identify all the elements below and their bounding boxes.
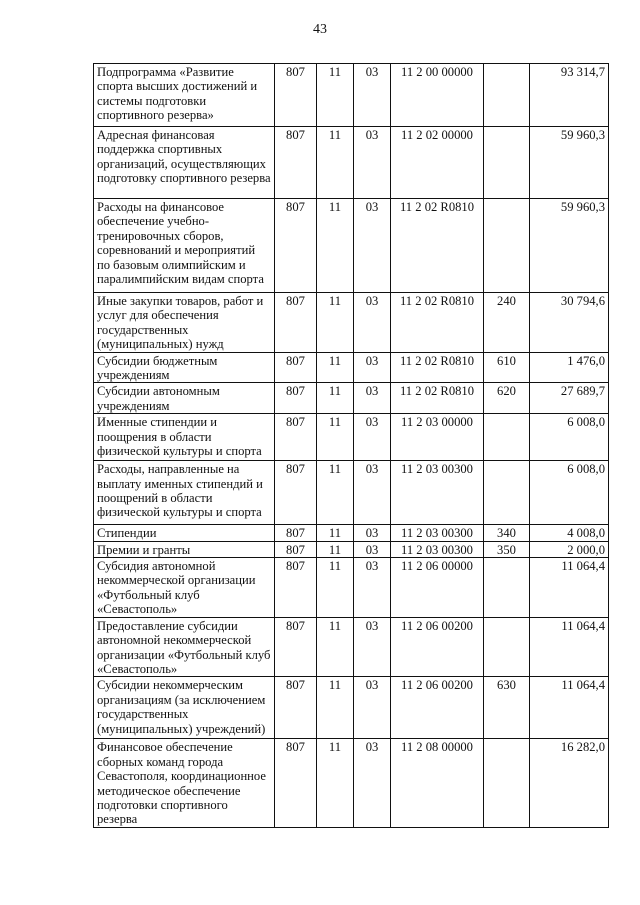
target-article-cell: 11 2 02 R0810	[391, 352, 484, 383]
subsection-code-cell: 03	[354, 677, 391, 739]
amount-cell: 30 794,6	[530, 293, 609, 353]
table-row	[94, 541, 609, 557]
expense-type-cell	[484, 558, 530, 618]
expense-type-cell	[484, 414, 530, 461]
target-article-cell: 11 2 03 00000	[391, 414, 484, 461]
amount-cell: 6 008,0	[530, 461, 609, 525]
table-row	[94, 617, 609, 677]
subsection-code-cell: 03	[354, 199, 391, 293]
row-name-cell: Субсидии бюджетным учреждениям	[94, 352, 275, 383]
amount-cell: 11 064,4	[530, 558, 609, 618]
table-row	[94, 739, 609, 828]
section-code-cell: 11	[317, 558, 354, 618]
row-name-cell: Иные закупки товаров, работ и услуг для обеспечения государственных (муниципальных) нужд	[94, 293, 275, 353]
row-name-cell: Субсидии автономным учреждениям	[94, 383, 275, 414]
amount-cell: 4 008,0	[530, 525, 609, 541]
amount-cell: 6 008,0	[530, 414, 609, 461]
grbs-code-cell: 807	[275, 558, 317, 618]
row-name-cell: Субсидии некоммерческим организациям (за исключением государственных (муниципальных) учреждений)	[94, 677, 275, 739]
grbs-code-cell: 807	[275, 127, 317, 199]
grbs-code-cell: 807	[275, 541, 317, 557]
target-article-cell: 11 2 02 R0810	[391, 293, 484, 353]
row-name-cell: Финансовое обеспечение сборных команд города Севастополя, координационное методическое обеспечение подготовки спортивного резерва	[94, 739, 275, 828]
expense-type-cell: 340	[484, 525, 530, 541]
target-article-cell: 11 2 06 00000	[391, 558, 484, 618]
section-code-cell: 11	[317, 127, 354, 199]
section-code-cell: 11	[317, 617, 354, 677]
grbs-code-cell: 807	[275, 383, 317, 414]
target-article-cell: 11 2 00 00000	[391, 64, 484, 127]
target-article-cell: 11 2 03 00300	[391, 541, 484, 557]
subsection-code-cell: 03	[354, 558, 391, 618]
section-code-cell: 11	[317, 64, 354, 127]
expense-type-cell: 240	[484, 293, 530, 353]
table-row	[94, 352, 609, 383]
page-number: 43	[313, 22, 327, 37]
grbs-code-cell: 807	[275, 352, 317, 383]
grbs-code-cell: 807	[275, 461, 317, 525]
target-article-cell: 11 2 03 00300	[391, 461, 484, 525]
section-code-cell: 11	[317, 414, 354, 461]
subsection-code-cell: 03	[354, 352, 391, 383]
table-row	[94, 461, 609, 525]
expense-type-cell: 350	[484, 541, 530, 557]
expense-type-cell: 630	[484, 677, 530, 739]
section-code-cell: 11	[317, 739, 354, 828]
row-name-cell: Субсидия автономной некоммерческой организации «Футбольный клуб «Севастополь»	[94, 558, 275, 618]
row-name-cell: Расходы, направленные на выплату именных стипендий и поощрений в области физической культуры и спорта	[94, 461, 275, 525]
table-row	[94, 199, 609, 293]
expense-type-cell	[484, 617, 530, 677]
target-article-cell: 11 2 06 00200	[391, 617, 484, 677]
expense-type-cell	[484, 127, 530, 199]
expense-type-cell	[484, 64, 530, 127]
subsection-code-cell: 03	[354, 541, 391, 557]
expense-type-cell	[484, 461, 530, 525]
subsection-code-cell: 03	[354, 617, 391, 677]
expense-type-cell: 610	[484, 352, 530, 383]
grbs-code-cell: 807	[275, 525, 317, 541]
grbs-code-cell: 807	[275, 64, 317, 127]
section-code-cell: 11	[317, 677, 354, 739]
target-article-cell: 11 2 03 00300	[391, 525, 484, 541]
target-article-cell: 11 2 02 R0810	[391, 383, 484, 414]
amount-cell: 59 960,3	[530, 199, 609, 293]
section-code-cell: 11	[317, 541, 354, 557]
grbs-code-cell: 807	[275, 617, 317, 677]
table-row	[94, 64, 609, 127]
target-article-cell: 11 2 08 00000	[391, 739, 484, 828]
section-code-cell: 11	[317, 525, 354, 541]
table-row	[94, 127, 609, 199]
target-article-cell: 11 2 02 00000	[391, 127, 484, 199]
section-code-cell: 11	[317, 461, 354, 525]
subsection-code-cell: 03	[354, 461, 391, 525]
target-article-cell: 11 2 02 R0810	[391, 199, 484, 293]
table-row	[94, 558, 609, 618]
section-code-cell: 11	[317, 383, 354, 414]
table-row	[94, 677, 609, 739]
table-row	[94, 525, 609, 541]
table-body	[94, 64, 609, 828]
section-code-cell: 11	[317, 352, 354, 383]
row-name-cell: Премии и гранты	[94, 541, 275, 557]
amount-cell: 59 960,3	[530, 127, 609, 199]
subsection-code-cell: 03	[354, 127, 391, 199]
budget-table	[93, 63, 609, 828]
grbs-code-cell: 807	[275, 199, 317, 293]
subsection-code-cell: 03	[354, 293, 391, 353]
section-code-cell: 11	[317, 199, 354, 293]
amount-cell: 93 314,7	[530, 64, 609, 127]
grbs-code-cell: 807	[275, 677, 317, 739]
table-row	[94, 414, 609, 461]
row-name-cell: Предоставление субсидии автономной некоммерческой организации «Футбольный клуб «Севастополь»	[94, 617, 275, 677]
subsection-code-cell: 03	[354, 739, 391, 828]
amount-cell: 1 476,0	[530, 352, 609, 383]
amount-cell: 16 282,0	[530, 739, 609, 828]
row-name-cell: Именные стипендии и поощрения в области физической культуры и спорта	[94, 414, 275, 461]
expense-type-cell: 620	[484, 383, 530, 414]
row-name-cell: Стипендии	[94, 525, 275, 541]
grbs-code-cell: 807	[275, 414, 317, 461]
table-row	[94, 383, 609, 414]
amount-cell: 11 064,4	[530, 617, 609, 677]
expense-type-cell	[484, 199, 530, 293]
grbs-code-cell: 807	[275, 293, 317, 353]
grbs-code-cell: 807	[275, 739, 317, 828]
row-name-cell: Адресная финансовая поддержка спортивных организаций, осуществляющих подготовку спортивного резерва	[94, 127, 275, 199]
section-code-cell: 11	[317, 293, 354, 353]
subsection-code-cell: 03	[354, 525, 391, 541]
amount-cell: 11 064,4	[530, 677, 609, 739]
amount-cell: 2 000,0	[530, 541, 609, 557]
subsection-code-cell: 03	[354, 64, 391, 127]
target-article-cell: 11 2 06 00200	[391, 677, 484, 739]
amount-cell: 27 689,7	[530, 383, 609, 414]
expense-type-cell	[484, 739, 530, 828]
subsection-code-cell: 03	[354, 414, 391, 461]
table-row	[94, 293, 609, 353]
subsection-code-cell: 03	[354, 383, 391, 414]
row-name-cell: Подпрограмма «Развитие спорта высших достижений и системы подготовки спортивного резерва»	[94, 64, 275, 127]
row-name-cell: Расходы на финансовое обеспечение учебно-тренировочных сборов, соревнований и мероприятий по базовым олимпийским и паралимпийским видам спорта	[94, 199, 275, 293]
